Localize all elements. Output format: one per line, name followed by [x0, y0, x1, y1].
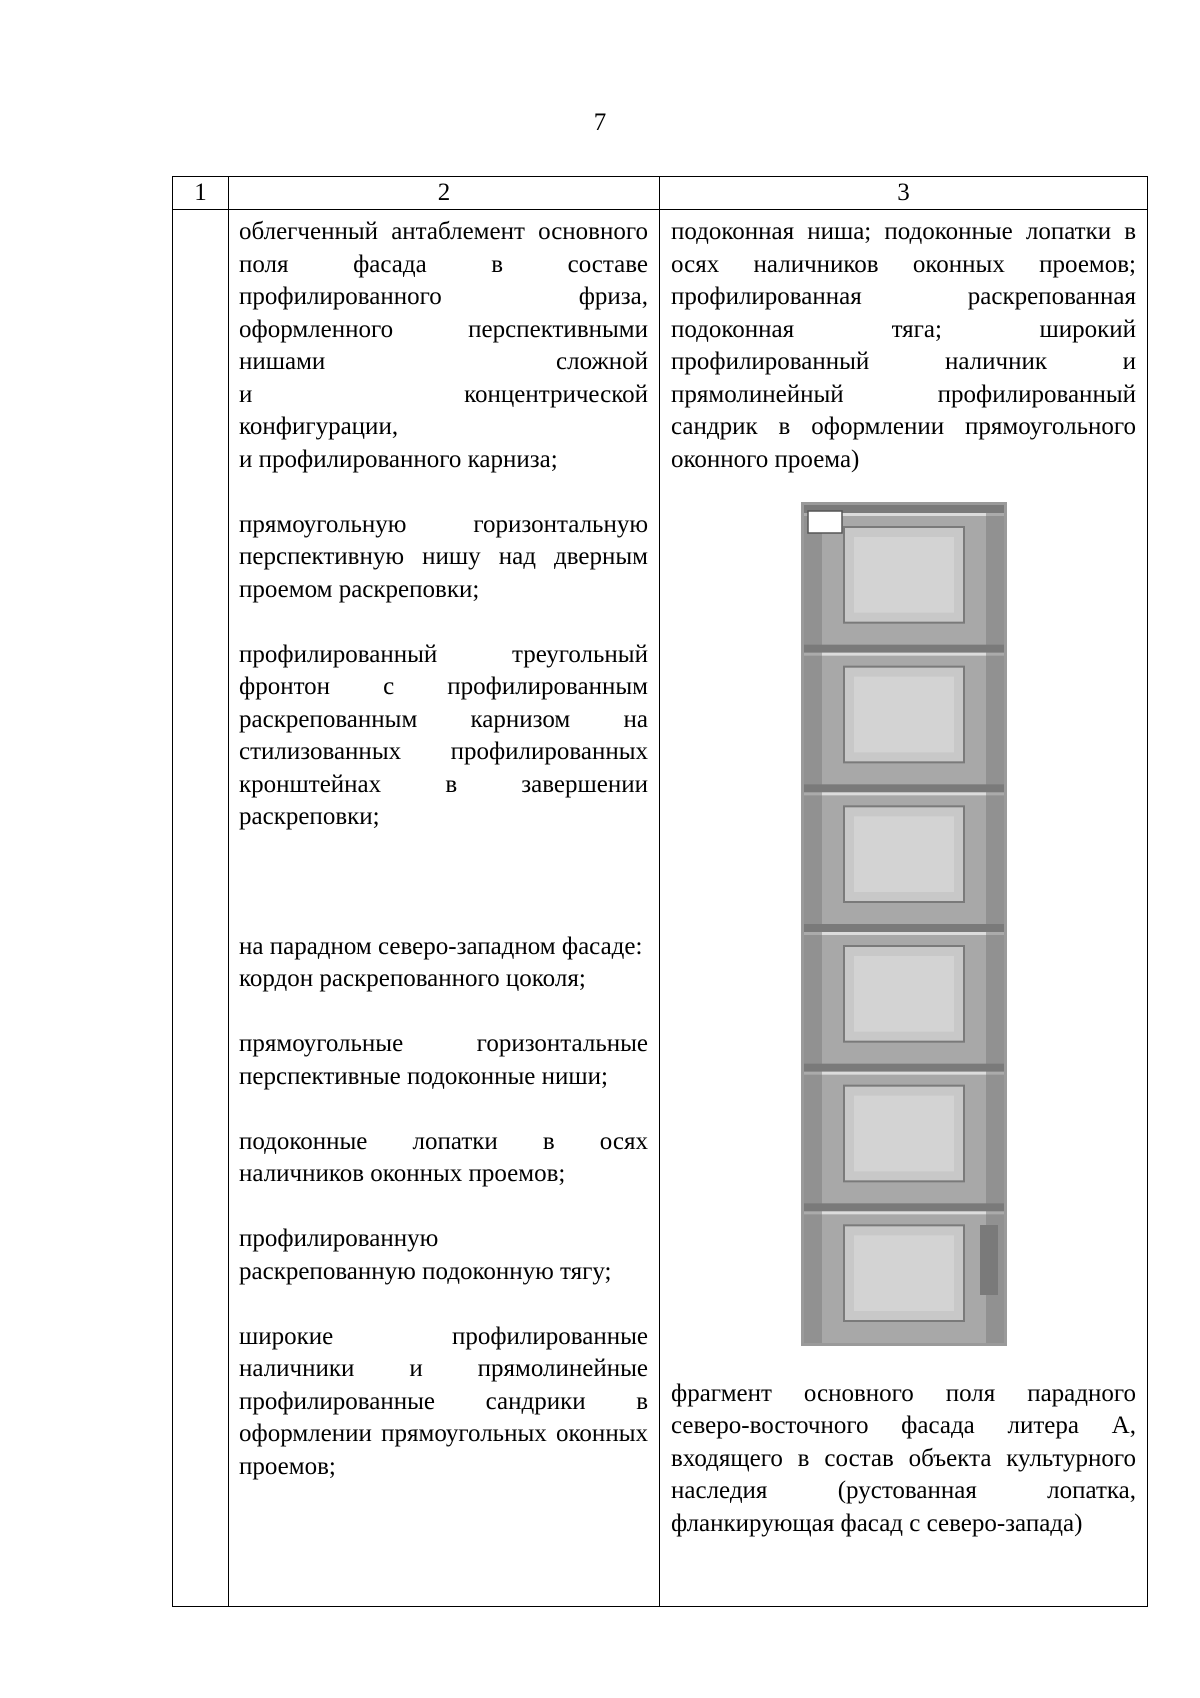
- stone-panel-face: [854, 956, 954, 1032]
- pilaster-left-edge: [804, 505, 822, 1343]
- facade-photo: [801, 502, 1007, 1346]
- stone-panel-face: [854, 1235, 954, 1311]
- stone-panel-face: [854, 677, 954, 753]
- paragraph-sill-string-rest: раскрепованную подоконную тягу;: [239, 1257, 612, 1285]
- stone-panel-face: [854, 1096, 954, 1172]
- col3-top-text: подоконная ниша; подоконные лопатки в осях наличников оконных проемов; профилированная раскрепованная подоконная тяга; широкий профилированный наличник и прямолинейный профилированный сандрик в оформлении прямоугольного оконного проема): [671, 218, 1136, 473]
- paragraph-pediment: профилированный треугольный фронтон с профилированным раскрепованным карнизом на стилизованных профилированных кронштейнах в завершении раскреповки;: [239, 640, 648, 830]
- body-col-1: [173, 210, 229, 1607]
- paragraph-sill-pilasters: подоконные лопатки в осях наличников оконных проемов;: [239, 1127, 648, 1187]
- rustication-joint-highlight: [804, 1211, 1004, 1214]
- rustication-joint-highlight: [804, 653, 1004, 656]
- body-col-3: [660, 210, 1148, 1607]
- facade-rustication-image: [804, 505, 1004, 1343]
- pilaster-right-edge: [986, 505, 1004, 1343]
- table-body-row: [173, 210, 1148, 1607]
- rustication-joint: [804, 1064, 1004, 1072]
- paragraph-sill-niches: прямоугольные горизонтальные перспективные подоконные ниши;: [239, 1030, 648, 1090]
- paragraph-northwest-facade: на парадном северо-западном фасаде:: [239, 932, 643, 960]
- corner-fragment-top-left: [808, 511, 842, 533]
- paragraph-entablature-line: и профилированного карниза;: [239, 445, 558, 473]
- paragraph-entablature-line: и концентрической: [239, 380, 648, 408]
- rustication-joint: [804, 645, 1004, 653]
- header-col-2: 2: [229, 177, 660, 210]
- stone-panel-face: [854, 537, 954, 613]
- body-col-2: [229, 210, 660, 1607]
- rustication-joint-highlight: [804, 792, 1004, 795]
- rustication-joint: [804, 784, 1004, 792]
- drainpipe-fragment: [980, 1225, 998, 1295]
- rustication-joint-highlight: [804, 932, 1004, 935]
- content-table: [172, 176, 1148, 1607]
- page-number: 7: [593, 109, 607, 136]
- rustication-joint: [804, 1203, 1004, 1211]
- table-header-row: [173, 177, 1148, 210]
- stone-panel-face: [854, 816, 954, 892]
- paragraph-sill-string-line1: профилированную: [239, 1225, 439, 1252]
- paragraph-plinth-cordon: кордон раскрепованного цоколя;: [239, 965, 586, 992]
- paragraph-entablature-line: конфигурации,: [239, 413, 399, 440]
- rustication-joint: [804, 924, 1004, 932]
- photo-caption: фрагмент основного поля парадного северо-восточного фасада литера А, входящего в состав объекта культурного наследия (рустованная лопатка, фланкирующая фасад с северо-запада): [671, 1379, 1136, 1537]
- paragraph-window-surrounds: широкие профилированные наличники и прямолинейные профилированные сандрики в оформлении прямоугольных оконных проемов;: [239, 1322, 648, 1480]
- paragraph-entablature-line: облегченный антаблемент основного поля фасада в составе профилированного фриза, оформленного перспективными нишами сложной: [239, 218, 648, 375]
- facade-photo-wrapper: [671, 502, 1136, 1356]
- header-col-1: 1: [173, 177, 229, 210]
- paragraph-door-niche: прямоугольную горизонтальную перспективную нишу над дверным проемом раскреповки;: [239, 510, 648, 603]
- header-col-3: 3: [660, 177, 1148, 210]
- rustication-joint-highlight: [804, 1072, 1004, 1075]
